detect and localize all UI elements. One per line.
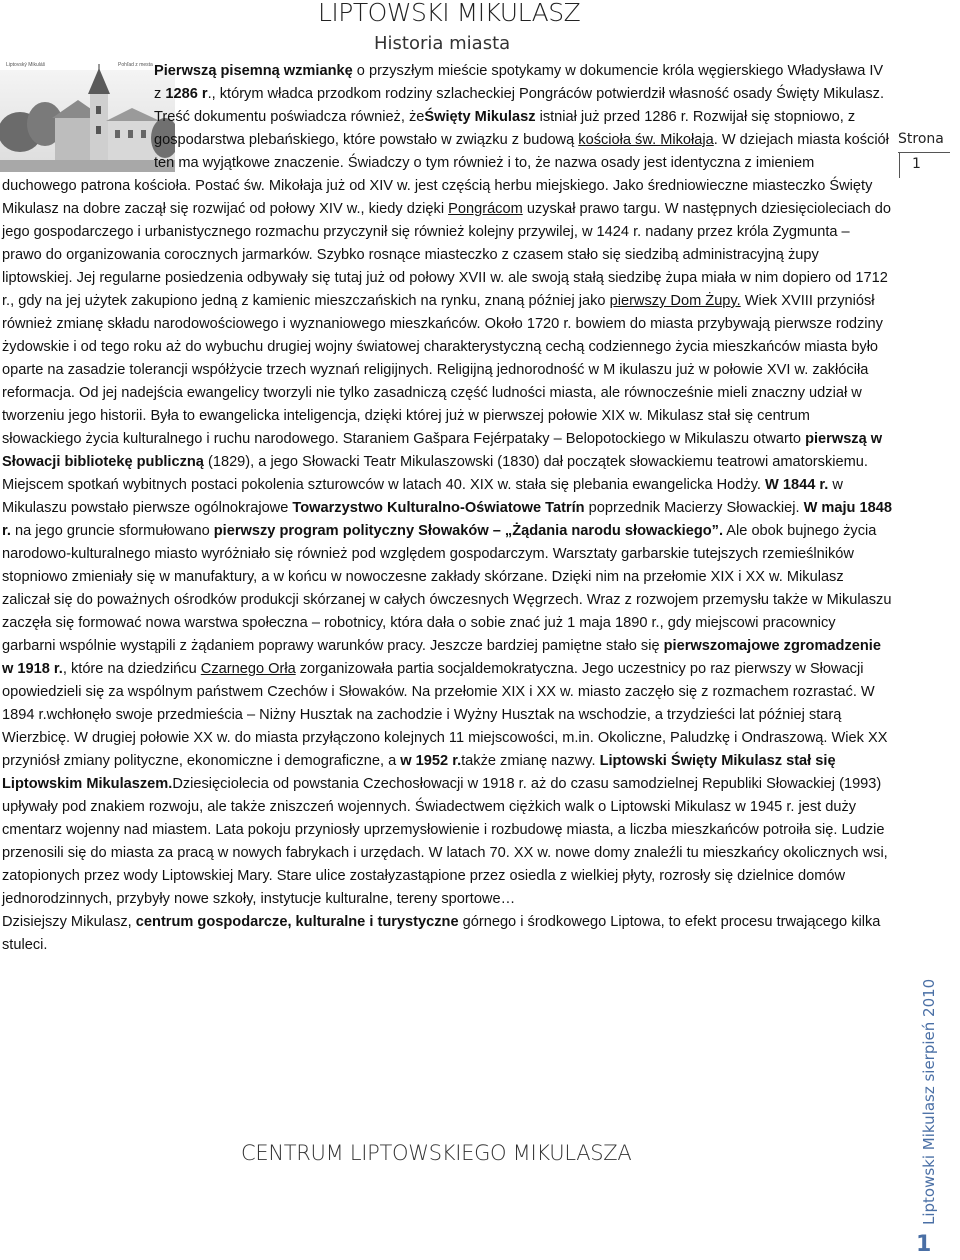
- bold-phrase: Towarzystwo Kulturalno-Oświatowe Tatrín: [292, 500, 585, 516]
- vertical-footer-label: Liptowski Mikulasz sierpień 2010: [920, 978, 938, 1225]
- sidebar-page-number: 1: [912, 156, 921, 172]
- footer-title: CENTRUM LIPTOWSKIEGO MIKULASZA: [241, 1141, 632, 1165]
- text-run: o przyszłym mieście spotykamy w dokumencie króla węgierskiego Władysława IV z: [154, 63, 884, 102]
- text-run: w Mikulaszu powstało pierwsze ogólnokrajowe: [2, 477, 843, 516]
- bold-phrase: Liptowski Święty Mikulasz stał się Liptowskim Mikulaszem.: [2, 753, 836, 792]
- text-run: Wiek XVIII przyniósł również zmianę składu narodowościowego i wyznaniowego mieszkańców. Około 1720 r. bowiem do miasta przybywają pierwsze rodziny żydowskie i od tego roku aż do wybuchu drugiej wojny światowej charakterystyczną cechą codziennego życia mieszkańców miasta było oparte na zasadzie tolerancji współżycie trzech wyznań religijnych. Religijną jednorodność w M ikulaszu już w połowie XVI w. zakłóciła reformacja. Od jej nadejścia ewangelicy tworzyli nie tylko zasadniczą część ludności miasta, ale równocześnie mieli znaczny udział w tworzeniu jego historii. Była to ewangelicka inteligencja, dzięki której już w pierwszej połowie XIX w. Mikulasz stał się centrum słowackiego życia kulturalnego i ruchu narodowego. Staraniem Gašpara Fejérpataky – Belopotockiego w Mikulaszu otwarto: [2, 293, 883, 447]
- text-run: . W dziejach miasta kościół ten ma wyjątkowe znaczenie. Świadczy o tym również i to, że nazwa osady jest identyczna z imieniem duchowego patrona kościoła. Postać św. Mikołaja już od XIV w. jest częścią herbu miejskiego. Jako średniowieczne miasteczko Święty Mikulasz na dobre zaczął się rozwijać od połowy XIV w., kiedy dzięki: [2, 132, 889, 217]
- footer-page-number: 1: [916, 1232, 932, 1257]
- text-run: , które na dziedzińcu: [62, 661, 201, 677]
- history-text: [2, 60, 892, 957]
- text-run: (1829), a jego Słowacki Teatr Mikulaszowski (1830) dał początek słowackiemu teatrowi amatorskiemu. Miejscem spotkań wybitnych postaci pokolenia szturowców w latach 40. XIX w. stała się plebania ewangelicka Hodży.: [2, 454, 868, 493]
- bold-phrase: Pierwszą pisemną wzmiankę: [154, 63, 353, 79]
- bold-phrase: pierwszą w Słowacji bibliotekę publiczną: [2, 431, 883, 470]
- link-czarnego-orla[interactable]: Czarnego Orła: [200, 661, 296, 677]
- text-run: ., którym władca przodkom rodziny szlacheckiej Pongráców potwierdził własność osady Święty Mikulasz. Treść dokumentu poświadcza również, że: [154, 86, 884, 125]
- link-kosciol-sw-mikolaja[interactable]: kościoła św. Mikołaja: [578, 132, 714, 148]
- strona-label: Strona: [898, 131, 944, 147]
- photo-spacer: [2, 60, 154, 174]
- photo-caption-left: Liptovský Mikuláš: [6, 62, 46, 68]
- link-pongracom[interactable]: Pongrácom: [448, 201, 523, 217]
- text-run: także zmianę nazwy.: [461, 753, 600, 769]
- bold-phrase: W 1844 r.: [765, 477, 829, 493]
- text-run: uzyskał prawo targu. W następnych dziesięcioleciach do jego gospodarczego i urbanistycznego rozmachu przyczynił się również kolejny przywilej, w 1424 r. nadany przez króla Zygmunta – prawo do organizowania corocznych jarmarków. Szybko rosnące miasteczko z czasem stało się siedzibą administracyjną żupy liptowskiej. Jej regularne posiedzenia odbywały się tutaj już od połowy XVII w. ale swoją stałą siedzibę żupa miała w nim dopiero od 1712 r., gdy na jej użytek zakupiono jedną z kamienic mieszczańskich na rynku, znaną później jako: [2, 201, 892, 309]
- link-pierwszy-dom-zupy[interactable]: pierwszy Dom Żupy.: [609, 293, 741, 309]
- bold-phrase: 1286 r: [165, 86, 208, 102]
- text-run: Dziesięciolecia od powstania Czechosłowacji w 1918 r. aż do czasu samodzielnej Republiki Słowackiej (1993) upływały pod znakiem rozwoju, ale także zniszczeń wojennych. Świadectwem ciężkich walk o Liptowski Mikulasz w 1945 r. jest duży cmentarz wojenny nad miastem. Lata pokoju przyniosły uprzemysłowienie i rozbudowę miasta, a liczba mieszkańców potroiła się. Ludzie przenosili się do miasta za pracą w nowych fabrykach i urzędach. W latach 70. XX w. nowe domy znaleźli tu mieszkańcy okolicznych wsi, zatopionych przez wody Liptowskiej Mary. Stare ulice zostałyzastąpione przez osiedla z wielkiej płyty, rozrosły się dzielnice domów jednorodzinnych, przybyły nowe szkoły, instytucje kulturalne, tereny sportowe…: [2, 776, 888, 907]
- page-title: LIPTOWSKI MIKULASZ: [318, 0, 581, 27]
- text-run: istniał już przed 1286 r. Rozwijał się stopniowo, z gospodarstwa plebańskiego, które powstało w związku z budową: [154, 109, 856, 148]
- page-subtitle: Historia miasta: [374, 33, 511, 54]
- text-run: na jego gruncie sformułowano: [10, 523, 214, 539]
- bold-phrase: Święty Mikulasz: [424, 109, 536, 125]
- bold-phrase: pierwszomajowe zgromadzenie w 1918 r.: [2, 638, 881, 677]
- sidebar-divider-vertical: [899, 152, 900, 178]
- photo-caption-right: Pohľad z mesta: [118, 62, 153, 68]
- bold-phrase: w 1952 r.: [400, 753, 462, 769]
- bold-phrase: W maju 1848 r.: [2, 500, 892, 539]
- bold-phrase: pierwszy program polityczny Słowaków – „Żądania narodu słowackiego”.: [213, 523, 724, 539]
- sidebar-divider: [898, 152, 950, 153]
- bold-phrase: centrum gospodarcze, kulturalne i turystyczne: [135, 914, 459, 930]
- text-run: poprzednik Macierzy Słowackiej.: [584, 500, 804, 516]
- text-run: zorganizowała partia socjaldemokratyczna. Jego uczestnicy po raz pierwszy w Słowacji opowiedzieli się za wspólnym państwem Czechów i Słowaków. Na przełomie XIX i XX w. miasto zaczęło się z rozmachem rozrastać. W 1894 r.wchłonęło swoje przedmieścia – Niżny Husztak na zachodzie i Wyżny Husztak na wschodzie, a trzydzieści lat później starą Wierzbicę. W drugiej połowie XX w. do miasta przyłączono kolejnych 11 miejscowości, m.in. Okoliczne, Paludzkę i Ondraszową. Wiek XX przyniósł zmiany polityczne, ekonomiczne i demograficzne, a: [2, 661, 888, 769]
- text-run: Dzisiejszy Mikulasz,: [2, 914, 136, 930]
- text-run: górnego i środkowego Liptowa, to efekt procesu trwającego kilka stuleci.: [2, 914, 881, 953]
- text-run: Ale obok bujnego życia narodowo-kulturalnego miasto wyróżniało się również pod względem gospodarczym. Warsztaty garbarskie tutejszych rzemieślników stopniowo zmieniały się w manufaktury, a w końcu w nowoczesne zakłady skórzane. Dzięki nim na przełomie XIX i XX w. Mikulasz zaliczał się do poważnych ośrodków produkcji skórzanej w całych ówczesnych Węgrzech. Wraz z rozwojem przemysłu także w Mikulaszu zaczęła się formować nowa warstwa społeczna – robotnicy, która dała o sobie znać już 1 maja 1890 r., gdy miejscowi pracownicy garbarni wspólnie wystąpili z żądaniem poprawy warunków pracy. Jeszcze bardziej pamiętne stało się: [2, 523, 892, 654]
